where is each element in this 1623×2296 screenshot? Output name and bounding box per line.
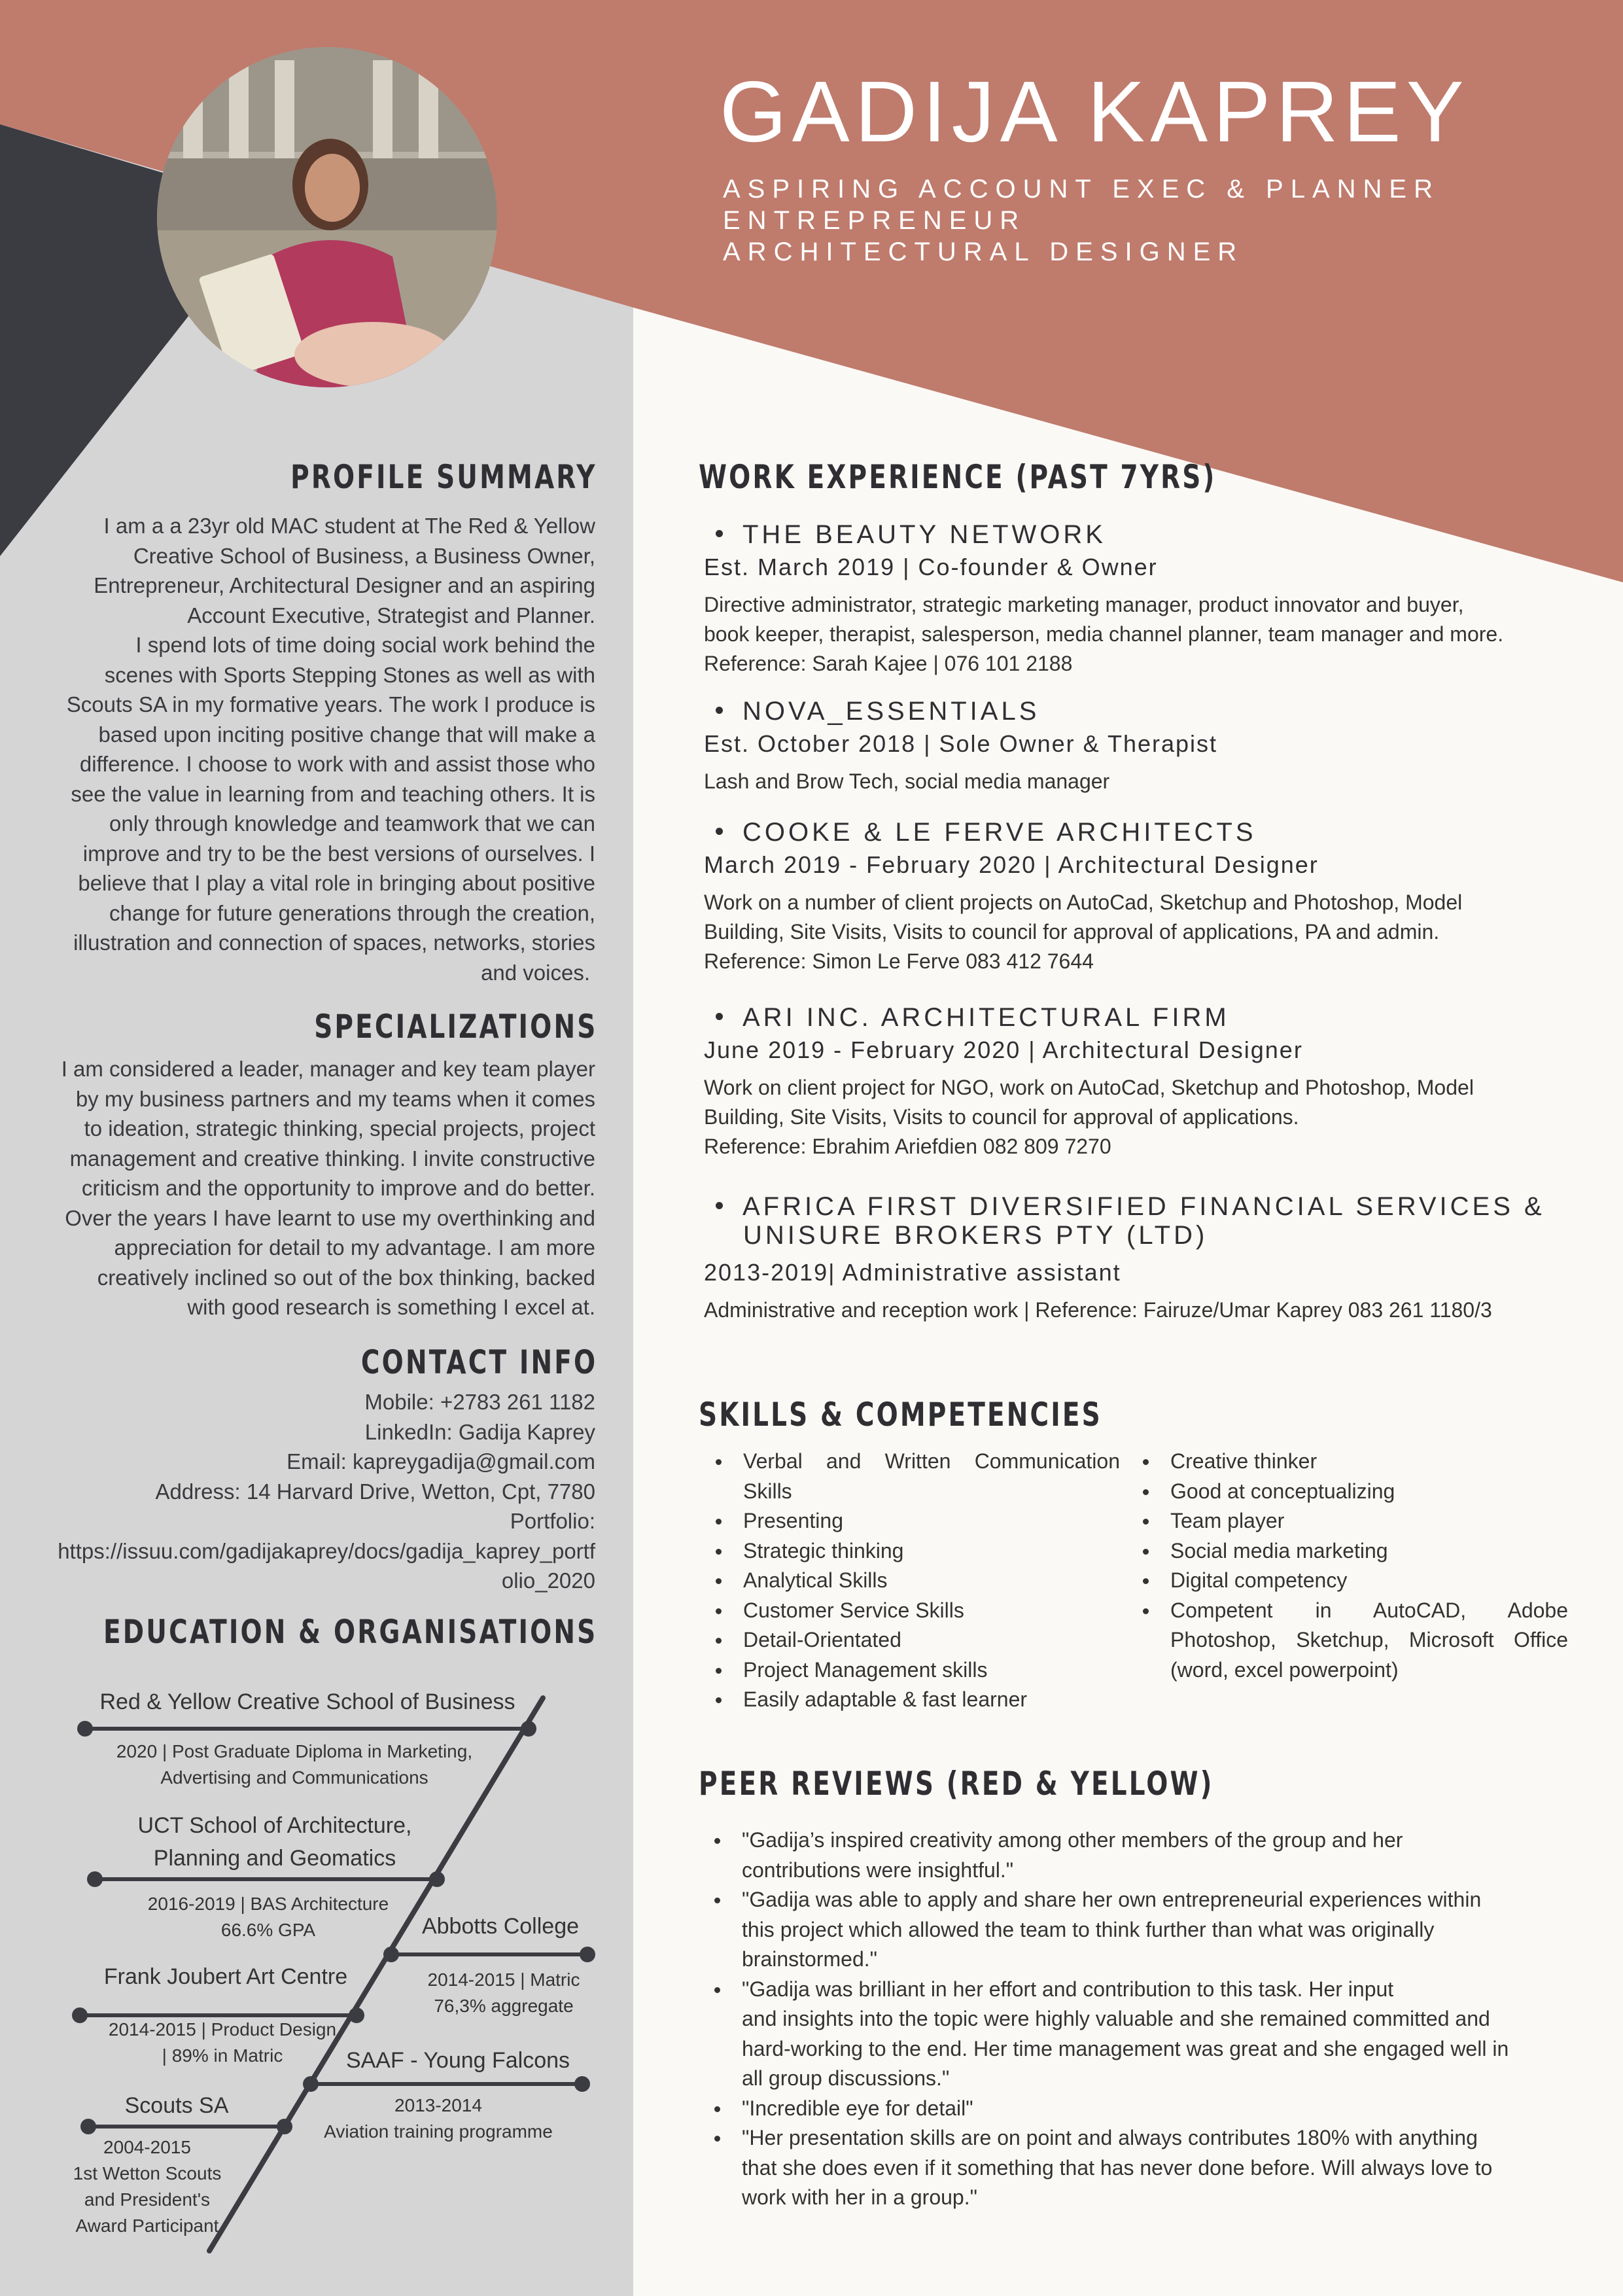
edu-detail-line: 2016-2019 | BAS Architecture [147, 1894, 389, 1914]
text-line: I am considered a leader, manager and key team player [61, 1057, 595, 1081]
bullet-icon [716, 828, 723, 835]
edu-detail [307, 2093, 569, 2145]
job-meta: March 2019 - February 2020 | Architectural Designer [704, 851, 1319, 878]
text-line: difference. I choose to work with and assist those who [79, 752, 595, 776]
job-title [704, 1192, 1580, 1250]
candidate-subtitle [723, 173, 1440, 268]
contact-email: Email: kapreygadija@gmail.com [287, 1449, 595, 1474]
text-line: creatively inclined so out of the box thinking, backed [97, 1265, 595, 1290]
job-title [704, 818, 1580, 847]
edu-title-line: Planning and Geomatics [153, 1846, 396, 1871]
text-line: this project which allowed the team to think further than what was originally [742, 1917, 1435, 1941]
candidate-name: GADIJA KAPREY [720, 63, 1469, 160]
edu-title-line: UCT School of Architecture, [137, 1813, 412, 1838]
text-line: Entrepreneur, Architectural Designer and an aspiring [94, 573, 595, 597]
text-line: criticism and the opportunity to improve and do better. [81, 1176, 595, 1200]
text-line: by my business partners and my teams when it comes [75, 1086, 595, 1111]
work-heading: WORK EXPERIENCE (PAST 7YRS) [699, 458, 1217, 496]
bullet-icon [716, 1202, 723, 1209]
edu-title: SAAF - Young Falcons [345, 2048, 570, 2073]
job-meta: June 2019 - February 2020 | Architectural Designer [704, 1036, 1303, 1063]
text-line: Administrative and reception work | Reference: Fairuze/Umar Kaprey 083 261 1180/3 [704, 1298, 1492, 1322]
text-line: Reference: Sarah Kajee | 076 101 2188 [704, 652, 1073, 675]
text-line: "Gadija was brilliant in her effort and contribution to this task. Her input [742, 1977, 1394, 2001]
job-description [704, 767, 1580, 796]
text-line: Building, Site Visits, Visits to council for approval of applications, PA and admin. [704, 920, 1440, 944]
edu-title: Red & Yellow Creative School of Business [99, 1689, 515, 1714]
bullet-icon [716, 530, 723, 537]
specializations-text [26, 1054, 595, 1322]
edu-title: Frank Joubert Art Centre [103, 1964, 348, 1989]
text-line: and voices. [481, 960, 590, 985]
text-line: I spend lots of time doing social work behind the [135, 633, 595, 657]
text-line: scenes with Sports Stepping Stones as well as with [104, 662, 595, 687]
edu-detail-line: 1st Wetton Scouts [73, 2163, 222, 2183]
edu-detail-line: 2004-2015 [103, 2137, 191, 2157]
list-item: Strategic thinking [707, 1536, 1120, 1566]
text-line: contributions were insightful." [742, 1858, 1014, 1882]
text-line: "Gadija was able to apply and share her own entrepreneurial experiences within [742, 1888, 1482, 1911]
specializations-heading: SPECIALIZATIONS [313, 1008, 597, 1046]
contact-linkedin: LinkedIn: Gadija Kaprey [364, 1419, 595, 1444]
edu-detail-line: Aviation training programme [324, 2121, 553, 2142]
job-description [704, 888, 1580, 976]
skills-list-left [707, 1447, 1120, 1715]
education-heading: EDUCATION & ORGANISATIONS [103, 1613, 597, 1651]
text-line: "Her presentation skills are on point and always contributes 180% with anything [742, 2126, 1478, 2149]
text-line: only through knowledge and teamwork that we can [109, 811, 595, 836]
text-line: see the value in learning from and teaching others. It is [71, 781, 595, 806]
edu-title: Scouts SA [124, 2093, 229, 2118]
job-title-text: AFRICA FIRST DIVERSIFIED FINANCIAL SERVICES & [742, 1192, 1545, 1221]
list-item: Creative thinker [1134, 1447, 1568, 1477]
edu-detail-line: 2014-2015 | Product Design [108, 2019, 337, 2040]
text-line: Building, Site Visits, Visits to council for approval of applications. [704, 1105, 1299, 1129]
contact-mobile: Mobile: +2783 261 1182 [364, 1390, 595, 1414]
list-item: Team player [1134, 1506, 1568, 1536]
contact-portfolio-link-cont: olio_2020 [501, 1568, 595, 1593]
text-line: I am a a 23yr old MAC student at The Red & Yellow [103, 514, 595, 538]
subtitle-line: ARCHITECTURAL DESIGNER [723, 238, 1244, 266]
reviews-heading: PEER REVIEWS (RED & YELLOW) [699, 1765, 1214, 1803]
text-line: Reference: Ebrahim Ariefdien 082 809 7270 [704, 1135, 1111, 1158]
contact-info [26, 1387, 595, 1596]
text-line: based upon inciting positive change that will make a [98, 722, 595, 747]
edu-detail-line: and President's [84, 2189, 211, 2210]
review-item [707, 2123, 1570, 2213]
list-item: Verbal and Written Communication Skills [707, 1447, 1120, 1506]
text-line: Directive administrator, strategic marketing manager, product innovator and buyer, [704, 593, 1464, 616]
text-line: Reference: Simon Le Ferve 083 412 7644 [704, 949, 1094, 973]
edu-detail [33, 2134, 262, 2239]
edu-detail-line: 2020 | Post Graduate Diploma in Marketing, [116, 1741, 473, 1761]
text-line: illustration and connection of spaces, networks, stories [73, 930, 595, 955]
subtitle-line: ASPIRING ACCOUNT EXEC & PLANNER [723, 175, 1440, 203]
edu-title [79, 1809, 471, 1875]
list-item: Presenting [707, 1506, 1120, 1536]
edu-detail-line: 2013-2014 [394, 2095, 482, 2115]
text-line: hard-working to the end. Her time management was great and she engaged well in [742, 2036, 1509, 2060]
text-line: that she does even if it something that has never done before. Will always love to [742, 2155, 1493, 2180]
job-title-text: NOVA_ESSENTIALS [742, 697, 1040, 726]
job-description [704, 590, 1580, 679]
job-description [704, 1073, 1580, 1161]
text-line: Work on a number of client projects on AutoCad, Sketchup and Photoshop, Model [704, 891, 1463, 914]
bullet-icon [716, 1013, 723, 1020]
text-line: improve and try to be the best versions of ourselves. I [82, 841, 595, 866]
job-title [704, 520, 1580, 550]
job-title-text: COOKE & LE FERVE ARCHITECTS [742, 818, 1257, 847]
profile-heading: PROFILE SUMMARY [290, 458, 597, 496]
text-line: work with her in a group." [742, 2185, 977, 2209]
list-item: Customer Service Skills [707, 1596, 1120, 1626]
text-line: "Gadija’s inspired creativity among other members of the group and her [742, 1828, 1403, 1852]
edu-title: Abbotts College [421, 1914, 580, 1939]
profile-summary [26, 511, 595, 987]
list-item: Detail-Orientated [707, 1625, 1120, 1655]
edu-detail [59, 1739, 530, 1791]
edu-detail-line: | 89% in Matric [162, 2045, 283, 2066]
text-line: change for future generations through the creation, [109, 900, 595, 925]
job-description [704, 1296, 1580, 1325]
text-line: "Incredible eye for detail" [742, 2096, 973, 2120]
text-line: to ideation, strategic thinking, special projects, project [84, 1116, 595, 1140]
edu-detail-line: 2014-2015 | Matric [427, 1969, 580, 1990]
skills-heading: SKILLS & COMPETENCIES [699, 1396, 1102, 1434]
text-line: Creative School of Business, a Business Owner, [133, 543, 595, 568]
text-line: believe that I play a vital role in bringing about positive [78, 871, 595, 895]
edu-detail-line: 66.6% GPA [220, 1920, 316, 1940]
text-line: brainstormed." [742, 1947, 877, 1971]
review-item [707, 1826, 1570, 1885]
edu-detail [85, 1891, 451, 1943]
review-item [707, 2094, 1570, 2124]
edu-detail-line: Award Participant [75, 2216, 219, 2236]
job-entry [704, 818, 1580, 976]
edu-detail-line: Advertising and Communications [160, 1767, 428, 1788]
review-item [707, 1975, 1570, 2094]
edu-detail-line: 76,3% aggregate [434, 1996, 574, 2016]
text-line: Scouts SA in my formative years. The work I produce is [66, 692, 595, 716]
text-line: all group discussions." [742, 2066, 950, 2090]
contact-portfolio-label: Portfolio: [510, 1509, 595, 1533]
job-meta: Est. March 2019 | Co-founder & Owner [704, 554, 1158, 580]
text-line: book keeper, therapist, salesperson, media channel planner, team manager and more. [704, 622, 1504, 646]
text-line: Work on client project for NGO, work on AutoCad, Sketchup and Photoshop, Model [704, 1076, 1474, 1099]
job-title-text: THE BEAUTY NETWORK [742, 520, 1106, 549]
bullet-icon [716, 707, 723, 714]
reviews-list [707, 1826, 1570, 2213]
subtitle-line: ENTREPRENEUR [723, 206, 1026, 235]
job-entry [704, 520, 1580, 679]
review-item [707, 1885, 1570, 1975]
list-item: Competent in AutoCAD, Adobe Photoshop, Sketchup, Microsoft Office (word, excel powerpoint) [1134, 1596, 1568, 1686]
text-line: appreciation for detail to my advantage. I am more [114, 1235, 595, 1260]
job-title [704, 1003, 1580, 1033]
profile-photo [157, 47, 497, 387]
job-title-text: UNISURE BROKERS PTY (LTD) [743, 1221, 1208, 1250]
text-line: management and creative thinking. I invite constructive [69, 1146, 595, 1171]
list-item: Project Management skills [707, 1655, 1120, 1686]
text-line: Lash and Brow Tech, social media manager [704, 769, 1110, 793]
text-line: with good research is something I excel at. [187, 1295, 595, 1319]
contact-address: Address: 14 Harvard Drive, Wetton, Cpt, 7780 [155, 1479, 595, 1504]
job-entry [704, 697, 1580, 796]
job-meta: Est. October 2018 | Sole Owner & Therapist [704, 730, 1218, 757]
list-item: Good at conceptualizing [1134, 1477, 1568, 1507]
list-item: Easily adaptable & fast learner [707, 1685, 1120, 1715]
skills-list-right [1134, 1447, 1568, 1685]
list-item: Digital competency [1134, 1566, 1568, 1596]
job-entry [704, 1003, 1580, 1161]
text-line: Over the years I have learnt to use my overthinking and [65, 1205, 595, 1230]
text-line: Account Executive, Strategist and Planner. [187, 603, 595, 627]
contact-heading: CONTACT INFO [360, 1343, 597, 1381]
job-title [704, 697, 1580, 726]
list-item: Analytical Skills [707, 1566, 1120, 1596]
job-entry [704, 1192, 1580, 1325]
edu-detail [393, 1967, 615, 2019]
job-title-text: ARI INC. ARCHITECTURAL FIRM [742, 1003, 1230, 1032]
job-meta: 2013-2019| Administrative assistant [704, 1259, 1121, 1286]
list-item: Social media marketing [1134, 1536, 1568, 1566]
text-line: and insights into the topic were highly valuable and she remained committed and [742, 2007, 1490, 2030]
contact-portfolio-link: https://issuu.com/gadijakaprey/docs/gadija_kaprey_portf [58, 1538, 595, 1563]
